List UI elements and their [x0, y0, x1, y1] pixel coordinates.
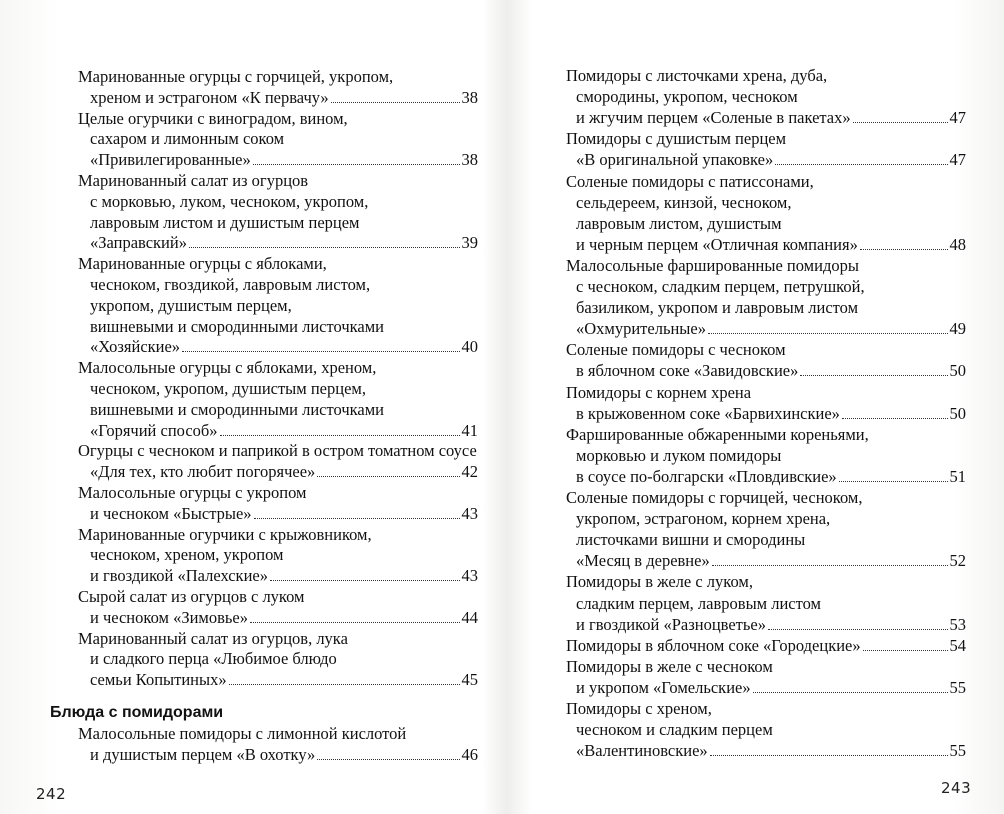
toc-entry-text: морковью и луком помидоры: [576, 445, 782, 465]
toc-entry-line: [576, 86, 798, 108]
dot-leader: [317, 476, 459, 477]
dot-leader: [229, 684, 460, 685]
toc-entry-line: [90, 274, 370, 296]
toc-entry-text: Целые огурчики с виноградом, вином,: [78, 108, 348, 128]
toc-page-number: 42: [461, 462, 478, 482]
toc-entry-text: Малосольные огурцы с яблоками, хреном,: [78, 358, 377, 378]
toc-entry-line: [90, 87, 478, 109]
toc-page-number: 54: [949, 635, 966, 655]
toc-entry-line: [566, 255, 859, 277]
toc-entry-line: [566, 65, 827, 87]
toc-entry-line: [566, 382, 751, 404]
dot-leader: [800, 375, 947, 376]
toc-entry-text: Соленые помидоры с чесноком: [566, 340, 786, 360]
toc-entry-line: [90, 399, 384, 421]
toc-entry-line: [576, 213, 782, 235]
dot-leader: [853, 122, 948, 123]
toc-page-number: 38: [461, 150, 478, 170]
toc-entry-text: хреном и эстрагоном «К первачу»: [90, 87, 329, 107]
toc-entry-line: [576, 360, 966, 382]
toc-entry-text: сладким перцем, лавровым листом: [576, 593, 821, 613]
toc-entry-text: чесноком, укропом, душистым перцем,: [90, 379, 366, 398]
toc-entry-text: листочками вишни и смородины: [576, 530, 806, 550]
toc-entry-line: [90, 461, 478, 483]
toc-entry-line: [576, 550, 966, 572]
toc-entry-text: «Привилегированные»: [90, 150, 251, 170]
toc-entry-text: «Заправский»: [90, 233, 187, 253]
toc-entry-line: [78, 108, 348, 130]
toc-entry-text: «Хозяйские»: [90, 337, 181, 357]
toc-entry-text: Фаршированные обжаренными кореньями,: [566, 424, 869, 444]
toc-entry-text: и чесноком «Быстрые»: [90, 503, 252, 523]
toc-entry-line: [90, 565, 478, 587]
toc-page-number: 48: [949, 234, 966, 254]
dot-leader: [253, 164, 460, 165]
dot-leader: [708, 333, 948, 334]
toc-entry-text: с чесноком, сладким перцем, петрушкой,: [576, 277, 865, 296]
toc-entry-line: [78, 357, 376, 379]
toc-entry-line: [566, 487, 862, 509]
toc-entry-line: [576, 234, 966, 256]
toc-entry-text: Помидоры в желе с чесноком: [566, 656, 773, 676]
toc-page-number: 44: [461, 607, 478, 627]
toc-entry-line: [90, 316, 384, 338]
toc-entry-text: Сырой салат из огурцов с луком: [78, 587, 305, 606]
toc-entry-line: [90, 128, 284, 150]
toc-page-number: 43: [461, 566, 478, 586]
toc-entry-line: [566, 698, 712, 720]
toc-entry-text: в соусе по-болгарски «Пловдивские»: [576, 466, 837, 486]
toc-entry-text: Соленые помидоры с патиссонами,: [566, 171, 814, 191]
toc-entry-line: [78, 723, 406, 745]
toc-entry-line: [576, 508, 830, 530]
toc-page-number: 39: [461, 233, 478, 253]
left-toc-lines: [0, 0, 500, 814]
toc-entry-line: [576, 719, 773, 741]
toc-entry-line: [576, 192, 791, 214]
toc-entry-line: [576, 149, 966, 171]
toc-entry-line: [566, 656, 773, 678]
dot-leader: [331, 102, 460, 103]
toc-page-number: 49: [949, 319, 966, 339]
dot-leader: [189, 247, 460, 248]
toc-entry-line: [78, 440, 477, 462]
toc-page-number: 51: [949, 466, 966, 486]
toc-entry-text: укропом, эстрагоном, корнем хрена,: [576, 509, 831, 529]
toc-entry-line: [90, 744, 478, 766]
dot-leader: [270, 580, 460, 581]
toc-entry-line: [78, 66, 393, 88]
dot-leader: [220, 435, 460, 436]
toc-entry-line: [90, 378, 366, 400]
dot-leader: [712, 565, 948, 566]
toc-entry-text: Маринованные огурчики с крыжовником,: [78, 524, 372, 544]
toc-entry-text: Помидоры в желе с луком,: [566, 572, 753, 592]
right-page: [504, 0, 1004, 814]
toc-entry-text: Малосольные фаршированные помидоры: [566, 255, 859, 275]
toc-entry-text: вишневыми и смородинными листочками: [90, 399, 384, 419]
toc-entry-line: [90, 648, 337, 670]
toc-entry-text: Маринованные огурцы с горчицей, укропом,: [78, 67, 394, 86]
toc-entry-line: [576, 318, 966, 340]
toc-page-number: 38: [461, 87, 478, 107]
toc-entry-line: [566, 424, 869, 446]
toc-entry-line: [78, 482, 307, 504]
toc-entry-line: [90, 149, 478, 171]
toc-page-number: 43: [461, 503, 478, 523]
dot-leader: [839, 481, 948, 482]
dot-leader: [317, 759, 459, 760]
toc-entry-line: [90, 544, 284, 566]
toc-entry-text: сахаром и лимонным соком: [90, 129, 285, 149]
toc-entry-line: [566, 171, 814, 193]
toc-page-number: 41: [461, 420, 478, 440]
toc-entry-text: в крыжовенном соке «Барвихинские»: [576, 403, 840, 423]
toc-entry-line: [576, 297, 858, 319]
toc-entry-line: [78, 253, 327, 275]
toc-entry-text: «Валентиновские»: [576, 741, 708, 761]
toc-entry-line: [576, 107, 966, 129]
toc-entry-line: [576, 276, 865, 298]
toc-page-number: 47: [949, 108, 966, 128]
toc-entry-text: Малосольные огурцы с укропом: [78, 483, 307, 502]
toc-page-number: 47: [949, 150, 966, 170]
toc-entry-line: [576, 529, 805, 551]
toc-entry-text: и жгучим перцем «Соленые в пакетах»: [576, 108, 851, 128]
toc-entry-line: [576, 740, 966, 762]
toc-page-number: 46: [461, 745, 478, 764]
toc-entry-text: Огурцы с чесноком и паприкой в остром томатном соусе: [78, 441, 477, 461]
toc-entry-line: [78, 628, 348, 650]
toc-page-number: 55: [949, 741, 966, 761]
toc-entry-line: [576, 614, 966, 636]
toc-entry-text: чесноком, хреном, укропом: [90, 545, 284, 565]
toc-entry-text: «В оригинальной упаковке»: [576, 150, 774, 170]
toc-page-number: 52: [949, 551, 966, 571]
right-toc-lines: [504, 0, 1004, 814]
toc-entry-text: «Для тех, кто любит погорячее»: [90, 462, 316, 482]
toc-entry-text: с морковью, луком, чесноком, укропом,: [90, 191, 369, 211]
toc-entry-text: лавровым листом, душистым: [576, 213, 782, 233]
dot-leader: [753, 692, 948, 693]
toc-entry-text: Помидоры в яблочном соке «Городецкие»: [566, 635, 861, 655]
toc-entry-line: [90, 232, 478, 254]
toc-entry-text: смородины, укропом, чесноком: [576, 87, 798, 107]
toc-entry-line: [576, 677, 966, 699]
toc-entry-text: чесноком, гвоздикой, лавровым листом,: [90, 275, 371, 294]
toc-page-number: 55: [949, 677, 966, 697]
toc-entry-line: [78, 524, 372, 546]
left-page: [0, 0, 500, 814]
toc-entry-text: и черным перцем «Отличная компания»: [576, 234, 858, 254]
toc-entry-text: укропом, душистым перцем,: [90, 295, 292, 315]
toc-entry-text: Маринованные огурцы с яблоками,: [78, 254, 327, 274]
toc-entry-line: [90, 420, 478, 442]
dot-leader: [254, 518, 460, 519]
dot-leader: [768, 629, 948, 630]
toc-entry-line: [78, 170, 308, 192]
toc-entry-text: и гвоздикой «Палехские»: [90, 566, 268, 586]
toc-entry-text: в яблочном соке «Завидовские»: [576, 361, 799, 381]
toc-entry-line: [90, 503, 478, 525]
toc-entry-text: базиликом, укропом и лавровым листом: [576, 298, 859, 318]
dot-leader: [250, 622, 460, 623]
toc-entry-text: «Месяц в деревне»: [576, 551, 710, 571]
toc-entry-text: Маринованный салат из огурцов, лука: [78, 628, 348, 648]
toc-entry-text: «Горячий способ»: [90, 420, 218, 440]
toc-entry-text: и гвоздикой «Разноцветье»: [576, 614, 766, 634]
toc-entry-text: и чесноком «Зимовье»: [90, 607, 248, 627]
toc-entry-text: сельдереем, кинзой, чесноком,: [576, 192, 792, 212]
dot-leader: [775, 164, 947, 165]
left-page-number: 242: [36, 785, 67, 803]
toc-entry-line: [566, 635, 966, 657]
toc-entry-text: «Охмурительные»: [576, 319, 706, 339]
toc-entry-text: семьи Копытиных»: [90, 670, 227, 690]
toc-page-number: 50: [949, 361, 966, 381]
dot-leader: [842, 418, 948, 419]
toc-entry-text: и душистым перцем «В охотку»: [90, 745, 316, 764]
toc-entry-line: [576, 403, 966, 425]
right-page-number: 243: [941, 779, 972, 797]
toc-entry-text: Помидоры с душистым перцем: [566, 129, 787, 149]
toc-entry-text: Помидоры с листочками хрена, дуба,: [566, 66, 828, 85]
toc-entry-text: лавровым листом и душистым перцем: [90, 212, 360, 232]
toc-entry-text: Маринованный салат из огурцов: [78, 171, 309, 190]
toc-entry-line: [90, 336, 478, 358]
dot-leader: [860, 249, 948, 250]
dot-leader: [863, 650, 948, 651]
toc-entry-line: [576, 445, 781, 467]
toc-entry-text: и укропом «Гомельские»: [576, 677, 751, 697]
toc-page-number: 50: [949, 403, 966, 423]
toc-entry-text: Малосольные помидоры с лимонной кислотой: [78, 724, 407, 743]
toc-entry-line: [90, 607, 478, 629]
toc-page-number: 53: [949, 614, 966, 634]
toc-entry-text: вишневыми и смородинными листочками: [90, 316, 384, 336]
toc-entry-line: [78, 586, 304, 608]
toc-entry-text: Помидоры с корнем хрена: [566, 382, 752, 402]
toc-entry-text: Соленые помидоры с горчицей, чесноком,: [566, 488, 863, 507]
toc-entry-text: чесноком и сладким перцем: [576, 720, 773, 740]
toc-entry-line: [90, 295, 292, 317]
dot-leader: [182, 351, 459, 352]
toc-entry-line: [566, 128, 786, 150]
dot-leader: [710, 755, 948, 756]
toc-entry-line: [566, 571, 753, 593]
toc-page-number: 45: [461, 670, 478, 690]
toc-entry-line: [576, 466, 966, 488]
toc-page-number: 40: [461, 337, 478, 357]
toc-entry-line: [576, 593, 821, 615]
toc-entry-line: [566, 339, 786, 361]
toc-entry-line: [90, 212, 360, 234]
toc-entry-text: Помидоры с хреном,: [566, 699, 712, 718]
section-heading: Блюда с помидорами: [50, 704, 224, 721]
toc-entry-line: [90, 669, 478, 691]
toc-entry-text: и сладкого перца «Любимое блюдо: [90, 649, 337, 669]
toc-entry-line: [90, 191, 368, 213]
